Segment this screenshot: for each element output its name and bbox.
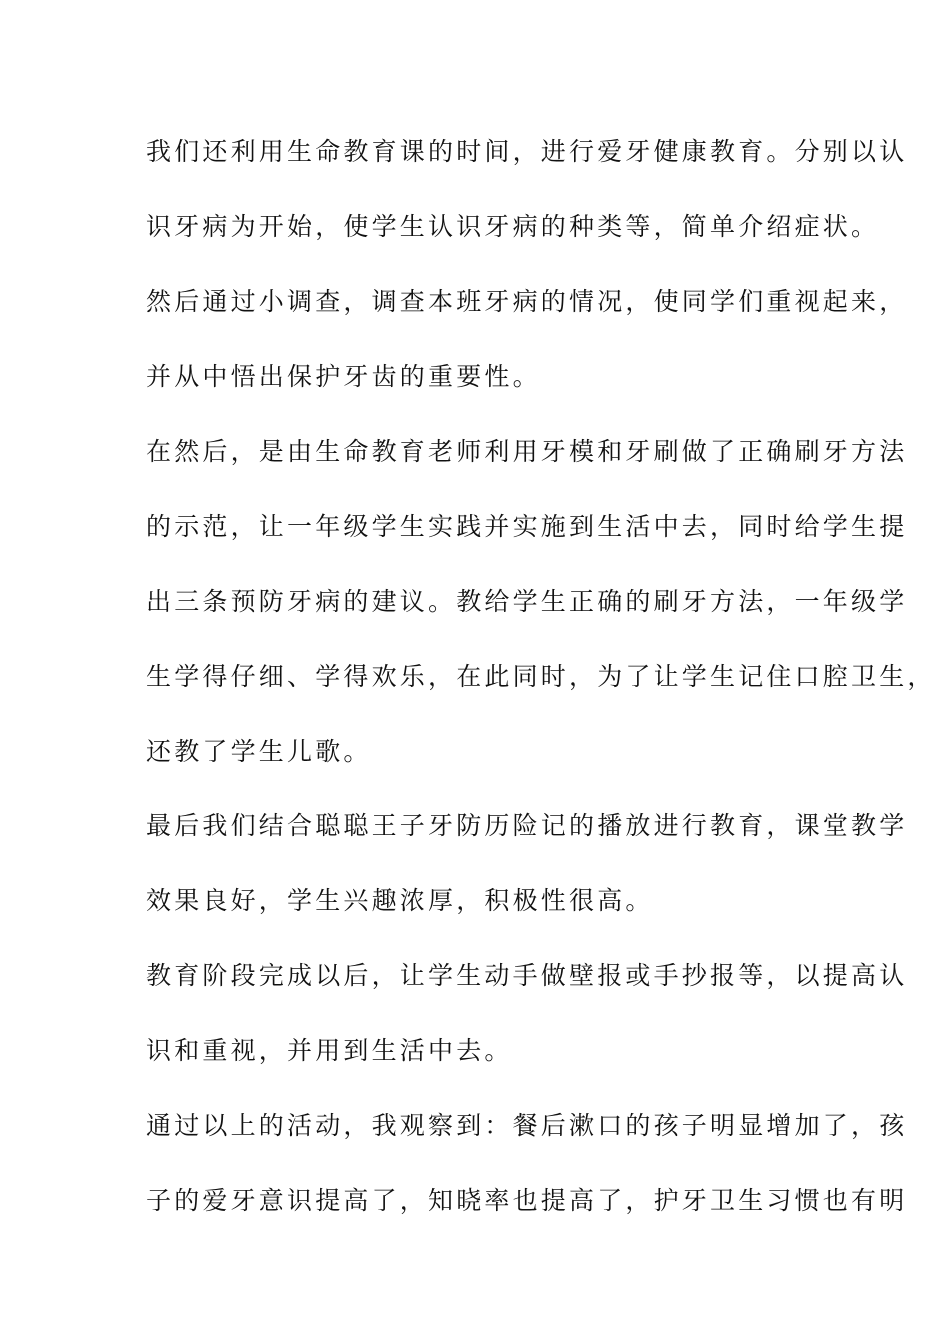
text-line: 我们还利用生命教育课的时间，进行爱牙健康教育。分别以认 xyxy=(146,137,908,166)
text-line: 然后通过小调查，调查本班牙病的情况，使同学们重视起来， xyxy=(146,287,908,316)
text-line: 最后我们结合聪聪王子牙防历险记的播放进行教育，课堂教学 xyxy=(146,811,908,840)
text-line: 识牙病为开始，使学生认识牙病的种类等，简单介绍症状。 xyxy=(146,212,880,241)
text-line: 子的爱牙意识提高了，知晓率也提高了，护牙卫生习惯也有明 xyxy=(146,1186,908,1215)
text-line: 的示范，让一年级学生实践并实施到生活中去，同时给学生提 xyxy=(146,512,908,541)
text-line: 效果良好，学生兴趣浓厚，积极性很高。 xyxy=(146,886,654,915)
text-line: 识和重视，并用到生活中去。 xyxy=(146,1036,513,1065)
text-line: 并从中悟出保护牙齿的重要性。 xyxy=(146,362,541,391)
text-line: 生学得仔细、学得欢乐，在此同时，为了让学生记住口腔卫生， xyxy=(146,662,936,691)
text-line: 出三条预防牙病的建议。教给学生正确的刷牙方法，一年级学 xyxy=(146,587,908,616)
text-line: 教育阶段完成以后，让学生动手做壁报或手抄报等，以提高认 xyxy=(146,961,908,990)
text-line: 通过以上的活动，我观察到：餐后漱口的孩子明显增加了，孩 xyxy=(146,1111,908,1140)
text-line: 在然后，是由生命教育老师利用牙模和牙刷做了正确刷牙方法 xyxy=(146,437,908,466)
text-line: 还教了学生儿歌。 xyxy=(146,737,372,766)
